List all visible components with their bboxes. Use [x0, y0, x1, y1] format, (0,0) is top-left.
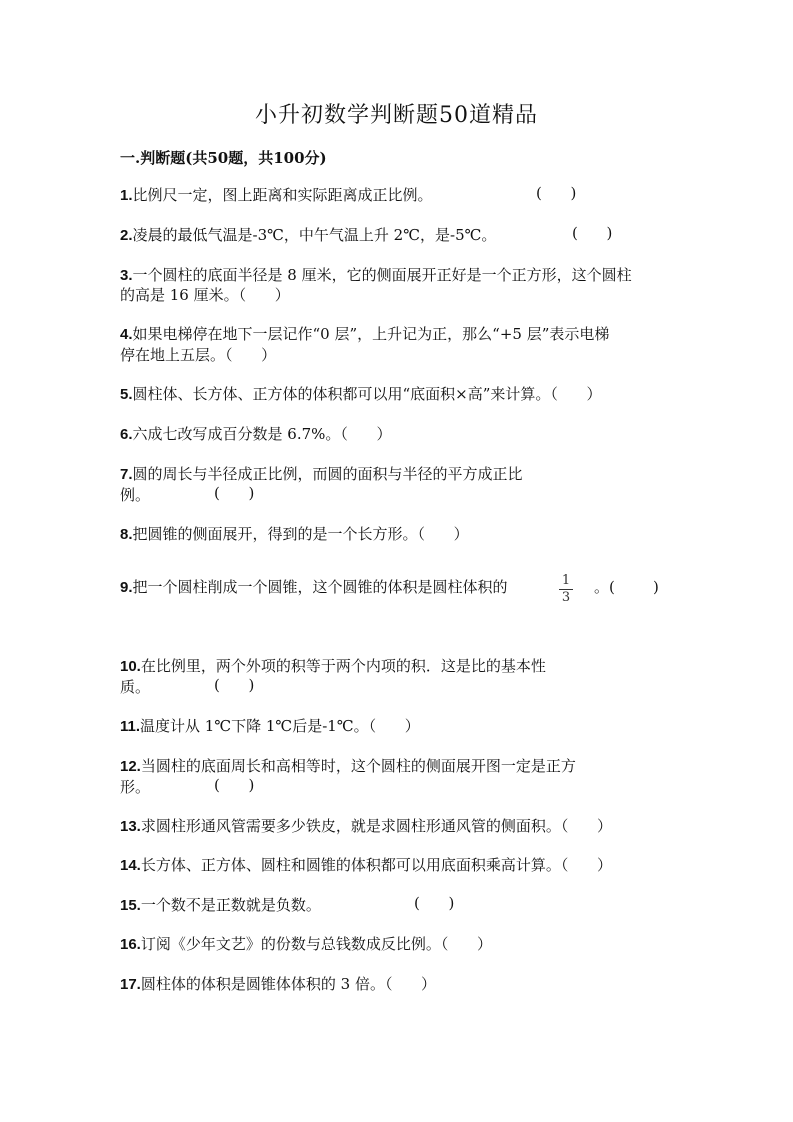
question-15: 15.一个数不是正数就是负数。 — [120, 896, 321, 914]
question-7-line-2: 例。 — [120, 486, 151, 504]
page-title: 小升初数学判断题50道精品 — [255, 103, 538, 128]
question-10: 10.在比例里，两个外项的积等于两个内项的积．这是比的基本性 — [120, 657, 546, 675]
answer-blank-12[interactable]: ( ) — [214, 776, 255, 794]
question-5: 5.圆柱体、长方体、正方体的体积都可以用“底面积×高”来计算。（ ） — [120, 385, 602, 403]
question-3: 3.一个圆柱的底面半径是 8 厘米，它的侧面展开正好是一个正方形，这个圆柱 — [120, 266, 632, 284]
answer-blank-15[interactable]: ( ) — [414, 894, 455, 912]
question-8: 8.把圆锥的侧面展开，得到的是一个长方形。（ ） — [120, 525, 469, 543]
question-7: 7.圆的周长与半径成正比例，而圆的面积与半径的平方成正比 — [120, 465, 523, 483]
question-3-line-2: 的高是 16 厘米。（ ） — [120, 286, 290, 304]
fraction-numerator: 1 — [561, 573, 571, 588]
question-1: 1.比例尺一定，图上距离和实际距离成正比例。 — [120, 186, 433, 204]
fraction-denominator: 3 — [561, 590, 571, 605]
answer-blank-7[interactable]: ( ) — [214, 484, 255, 502]
question-6: 6.六成七改写成百分数是 6.7%。（ ） — [120, 425, 392, 443]
question-14: 14.长方体、正方体、圆柱和圆锥的体积都可以用底面积乘高计算。（ ） — [120, 856, 612, 874]
question-17: 17.圆柱体的体积是圆锥体体积的 3 倍。（ ） — [120, 975, 437, 993]
answer-blank-2[interactable]: ( ) — [572, 224, 613, 242]
question-4-line-2: 停在地上五层。（ ） — [120, 346, 277, 364]
question-12-line-2: 形。 — [120, 778, 151, 796]
question-11: 11.温度计从 1℃下降 1℃后是-1℃。（ ） — [120, 717, 420, 735]
question-10-line-2: 质。 — [120, 678, 151, 696]
question-9: 9.把一个圆柱削成一个圆锥，这个圆锥的体积是圆柱体积的 — [120, 578, 508, 596]
answer-blank-9[interactable]: 。( ) — [594, 578, 659, 596]
section-heading: 一.判断题(共50题，共100分) — [120, 149, 327, 167]
answer-blank-10[interactable]: ( ) — [214, 676, 255, 694]
question-4: 4.如果电梯停在地下一层记作“0 层”，上升记为正，那么“+5 层”表示电梯 — [120, 325, 610, 343]
question-16: 16.订阅《少年文艺》的份数与总钱数成反比例。（ ） — [120, 935, 492, 953]
question-12: 12.当圆柱的底面周长和高相等时，这个圆柱的侧面展开图一定是正方 — [120, 757, 576, 775]
question-13: 13.求圆柱形通风管需要多少铁皮，就是求圆柱形通风管的侧面积。（ ） — [120, 817, 612, 835]
fraction-one-third — [559, 574, 573, 605]
answer-blank-1[interactable]: ( ) — [536, 184, 577, 202]
question-2: 2.凌晨的最低气温是-3℃，中午气温上升 2℃，是-5℃。 — [120, 226, 497, 244]
